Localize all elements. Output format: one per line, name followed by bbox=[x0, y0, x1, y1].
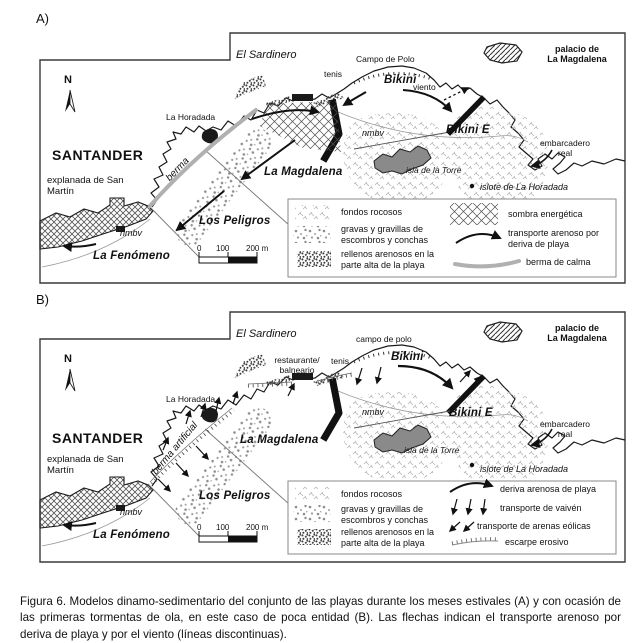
label-explanada: explanada de San Martín bbox=[47, 454, 124, 476]
legend-label-vaiven: transporte de vaivén bbox=[500, 503, 582, 513]
label-nmbv-west: nmbv bbox=[120, 228, 143, 238]
label-viento: viento bbox=[413, 82, 436, 92]
label-bikini: Bikini bbox=[391, 351, 424, 363]
label-santander: SANTANDER bbox=[52, 430, 144, 446]
label-bikini: Bikini bbox=[384, 74, 417, 86]
label-embarcadero: embarcadero real bbox=[539, 138, 591, 158]
label-santander: SANTANDER bbox=[52, 147, 144, 163]
label-embarcadero: embarcadero real bbox=[539, 419, 591, 439]
label-isla-torre: isla de la Torre bbox=[404, 445, 460, 455]
label-la-fenomeno: La Fenómeno bbox=[93, 529, 170, 541]
legend-label-gravas: gravas y gravillas de escombros y conchas bbox=[341, 224, 429, 245]
label-la-magdalena: La Magdalena bbox=[240, 434, 319, 446]
scale-200: 200 m bbox=[246, 244, 269, 253]
label-los-peligros: Los Peligros bbox=[199, 490, 271, 502]
label-isla-torre: isla de la Torre bbox=[406, 165, 462, 175]
label-nmbv-east: nmbv bbox=[362, 407, 385, 417]
label-campo-de-polo: Campo de Polo bbox=[356, 54, 415, 64]
label-el-sardinero: El Sardinero bbox=[236, 49, 297, 61]
label-la-horadada: La Horadada bbox=[166, 394, 216, 404]
label-la-horadada: La Horadada bbox=[166, 112, 216, 122]
label-islote: islote de La Horadada bbox=[480, 182, 569, 192]
scale-0: 0 bbox=[197, 244, 202, 253]
legend-label-escarpe: escarpe erosivo bbox=[505, 537, 569, 547]
legend-label-rellenos: rellenos arenosos en la parte alta de la playa bbox=[341, 249, 435, 270]
legend-label-fondos: fondos rocosos bbox=[341, 207, 403, 217]
legend-swatch-sombra bbox=[450, 203, 498, 225]
scale-200: 200 m bbox=[246, 523, 269, 532]
bikini-drift-arrow bbox=[403, 90, 451, 111]
label-palacio: palacio de La Magdalena bbox=[547, 44, 607, 65]
bikini-drift-arrow bbox=[398, 366, 452, 388]
legend-swatch-rellenos bbox=[297, 529, 331, 545]
legend-swatch-fondos bbox=[295, 487, 331, 502]
label-la-fenomeno: La Fenómeno bbox=[93, 250, 170, 262]
label-nmbv-west: nmbv bbox=[120, 507, 143, 517]
label-el-sardinero: El Sardinero bbox=[236, 328, 297, 340]
label-nmbv-east: nmbv bbox=[362, 128, 385, 138]
label-campo-de-polo: campo de polo bbox=[356, 334, 412, 344]
label-tenis: tenis bbox=[324, 69, 342, 79]
figure-caption: Figura 6. Modelos dinamo-sedimentario del conjunto de las playas durante los meses estivales (A) y con ocasión de las primeras tormentas de ola, en este caso de poca entidad (B). Las flechas indican el transporte arenoso por deriva de playa y por el viento (líneas discontinuas). bbox=[20, 594, 621, 641]
panel-b-tag: B) bbox=[36, 292, 49, 307]
scale-100: 100 bbox=[216, 244, 230, 253]
legend-label-sombra: sombra energética bbox=[508, 209, 583, 219]
scale-100: 100 bbox=[216, 523, 230, 532]
label-bikini-e: Bikini E bbox=[446, 124, 490, 136]
legend-swatch-rellenos bbox=[297, 251, 331, 267]
legend-label-fondos: fondos rocosos bbox=[341, 489, 403, 499]
label-islote: islote de La Horadada bbox=[480, 464, 569, 474]
legend-label-deriva: deriva arenosa de playa bbox=[500, 484, 597, 494]
north-label: N bbox=[64, 74, 72, 86]
bikini-swash-arrows bbox=[357, 367, 381, 384]
label-los-peligros: Los Peligros bbox=[199, 215, 271, 227]
panel-a-tag: A) bbox=[36, 11, 49, 26]
north-label: N bbox=[64, 353, 72, 365]
label-palacio: palacio de La Magdalena bbox=[547, 323, 607, 344]
legend-swatch-fondos bbox=[295, 205, 331, 220]
label-explanada: explanada de San Martín bbox=[47, 175, 124, 197]
label-la-magdalena: La Magdalena bbox=[264, 166, 343, 178]
label-tenis: tenis bbox=[331, 356, 349, 366]
scale-0: 0 bbox=[197, 523, 202, 532]
legend-label-berma-calma: berma de calma bbox=[526, 257, 591, 267]
label-restaurante: restaurante/ balneario bbox=[274, 355, 320, 375]
legend-swatch-gravas bbox=[293, 505, 331, 522]
legend-label-rellenos: rellenos arenosos en la parte alta de la playa bbox=[341, 527, 435, 548]
legend-label-transporte: transporte arenoso por deriva de playa bbox=[508, 228, 600, 249]
legend-swatch-gravas bbox=[293, 226, 331, 243]
wind-arrow bbox=[444, 88, 468, 100]
legend-label-gravas: gravas y gravillas de escombros y conchas bbox=[341, 504, 429, 525]
legend-label-eolicas: transporte de arenas eólicas bbox=[477, 521, 591, 531]
drift-arrow-into-groin-east bbox=[344, 92, 366, 105]
label-berma: berma bbox=[164, 155, 192, 184]
label-bikini-e: Bikini E bbox=[449, 407, 493, 419]
label-berma-artificial: berma artificial bbox=[150, 420, 201, 478]
